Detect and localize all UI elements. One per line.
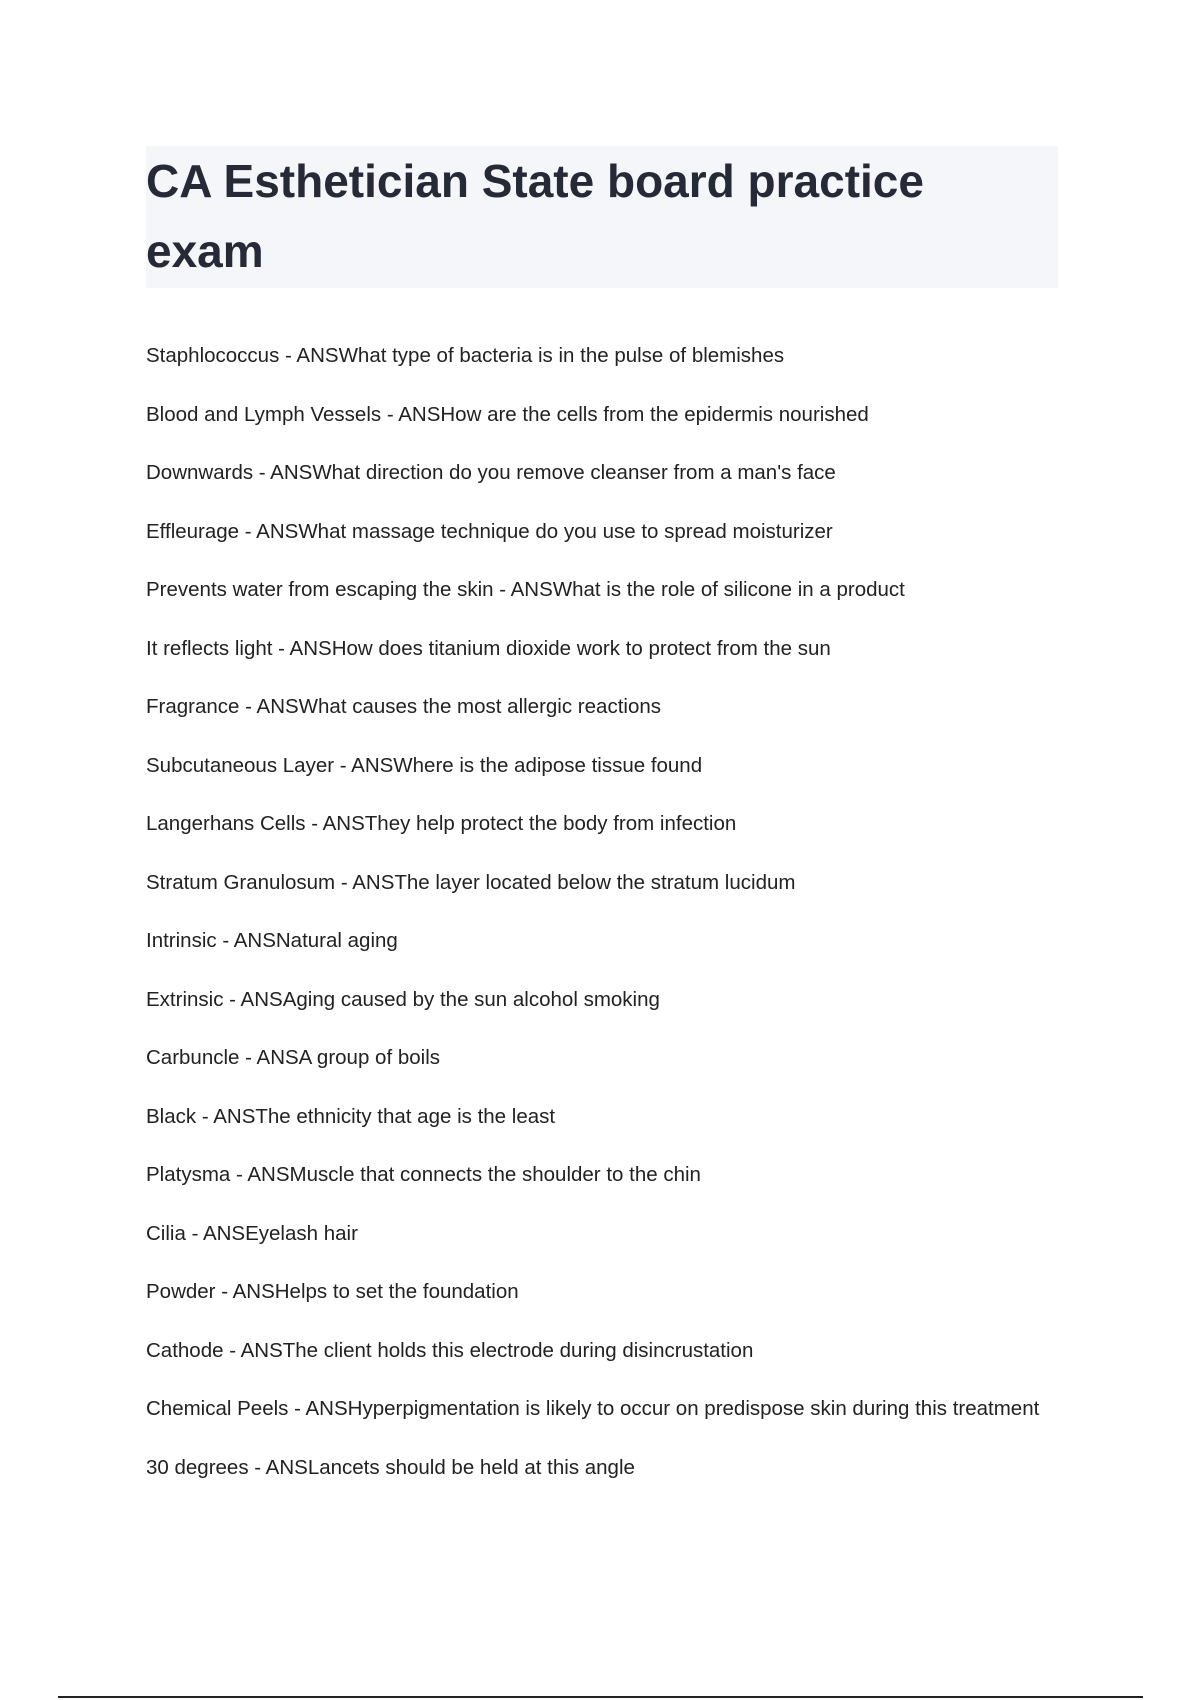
qa-item: Cathode - ANSThe client holds this electrode during disincrustation <box>146 1338 754 1362</box>
qa-item: Cilia - ANSEyelash hair <box>146 1221 358 1245</box>
qa-item: Black - ANSThe ethnicity that age is the least <box>146 1104 556 1128</box>
qa-item: Blood and Lymph Vessels - ANSHow are the cells from the epidermis nourished <box>146 402 869 426</box>
qa-item: Prevents water from escaping the skin - ANSWhat is the role of silicone in a product <box>146 578 905 601</box>
qa-item: Carbuncle - ANSA group of boils <box>146 1046 440 1069</box>
title-block <box>146 146 1058 288</box>
qa-item: Powder - ANSHelps to set the foundation <box>146 1280 519 1303</box>
qa-item: Subcutaneous Layer - ANSWhere is the adipose tissue found <box>146 753 703 777</box>
qa-item: It reflects light - ANSHow does titanium dioxide work to protect from the sun <box>146 636 831 660</box>
qa-item: Intrinsic - ANSNatural aging <box>146 929 398 952</box>
qa-item: Chemical Peels - ANSHyperpigmentation is likely to occur on predispose skin during this treatment <box>146 1397 1040 1420</box>
document-title: CA Esthetician State board practice exam <box>146 155 924 277</box>
page-bottom-divider <box>58 1696 1143 1698</box>
qa-item: Staphlococcus - ANSWhat type of bacteria is in the pulse of blemishes <box>146 344 785 367</box>
qa-item: Extrinsic - ANSAging caused by the sun alcohol smoking <box>146 987 660 1011</box>
qa-item: Platysma - ANSMuscle that connects the shoulder to the chin <box>146 1163 701 1186</box>
qa-item: 30 degrees - ANSLancets should be held at this angle <box>146 1455 635 1479</box>
qa-item: Langerhans Cells - ANSThey help protect the body from infection <box>146 812 737 835</box>
qa-item: Fragrance - ANSWhat causes the most allergic reactions <box>146 695 661 718</box>
qa-item: Stratum Granulosum - ANSThe layer located below the stratum lucidum <box>146 870 796 894</box>
qa-item: Effleurage - ANSWhat massage technique do you use to spread moisturizer <box>146 519 833 543</box>
qa-item: Downwards - ANSWhat direction do you remove cleanser from a man's face <box>146 461 836 484</box>
qa-list <box>146 342 1046 1512</box>
